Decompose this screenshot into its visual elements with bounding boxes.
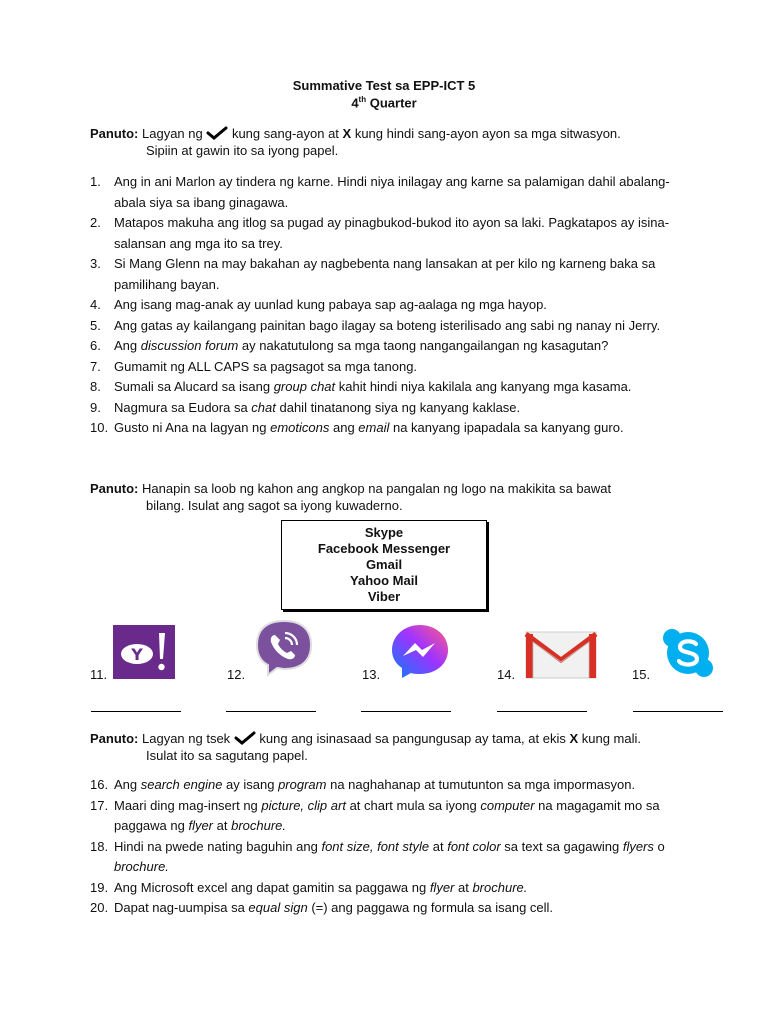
question-item — [90, 878, 690, 899]
question-number: 3. — [90, 256, 101, 271]
answer-blank[interactable] — [497, 711, 587, 712]
instruction-label: Panuto: — [90, 126, 139, 141]
instruction-text: Lagyan ng — [138, 126, 207, 141]
question-number: 1. — [90, 174, 101, 189]
question-text: at — [429, 838, 448, 854]
question-text: ay isang — [222, 777, 279, 792]
quarter-superscript: th — [358, 95, 367, 104]
question-text: Matapos makuha ang itlog sa pugad ay pinagbukod-bukod ito ayon sa laki. Pagkatapos ay isina-salansan ang mga ito sa trey. — [114, 215, 670, 251]
question-text: Hindi na pwede nating baguhin ang — [114, 838, 322, 854]
question-text: computer — [480, 797, 535, 813]
yahoo-icon — [113, 625, 175, 679]
question-text: Ang in ani Marlon ay tindera ng karne. Hindi niya inilagay ang karne sa palamigan dahil abalang-abala siya sa ibang ginagawa. — [114, 174, 670, 210]
question-text: Ang — [114, 338, 141, 353]
instruction-text: Lagyan ng tsek — [138, 731, 234, 746]
choice-item: Yahoo Mail — [350, 573, 418, 588]
question-text: emoticons — [270, 420, 330, 435]
question-text: brochure. — [114, 859, 169, 874]
quarter-number: 4 — [351, 95, 359, 111]
instruction-text: kung sang-ayon at — [228, 126, 343, 141]
question-text: Maari ding mag-insert ng — [114, 797, 262, 813]
choice-item: Viber — [367, 589, 401, 604]
question-text: flyer — [188, 818, 214, 833]
question-text: Ang gatas ay kailangang painitan bago ilagay sa boteng isterilisado ang sabi ng nanay ni Jerry. — [114, 317, 661, 333]
question-number: 19. — [90, 879, 109, 895]
question-text: o — [653, 838, 665, 854]
question-text: group chat — [273, 379, 336, 394]
question-number: 6. — [90, 338, 101, 353]
question-text: na magagamit mo sa paggawa ng — [114, 797, 660, 833]
instruction-label: Panuto: — [90, 731, 139, 746]
instruction-1 — [90, 125, 710, 159]
question-text: Si Mang Glenn na may bakahan ay nagbebenta nang lansakan at per kilo ng karneng baka sa pamilihang bayan. — [114, 256, 656, 292]
question-text: email — [358, 420, 390, 435]
question-text: chat — [251, 399, 276, 415]
instruction-line2: bilang. Isulat ang sagot sa iyong kuwaderno. — [146, 498, 403, 513]
question-item — [90, 213, 690, 254]
question-text: Gumamit ng ALL CAPS sa pagsagot sa mga tanong. — [114, 358, 418, 374]
viber-icon — [252, 618, 316, 678]
checkmark-icon — [234, 731, 256, 745]
question-text: font color — [447, 838, 501, 854]
choice-item: Gmail — [365, 557, 403, 572]
choice-item: Skype — [364, 525, 404, 540]
question-number: 5. — [90, 317, 101, 333]
question-item — [90, 775, 690, 796]
question-text: at — [213, 818, 232, 833]
question-item — [90, 172, 690, 213]
question-text: sa text sa gagawing — [500, 838, 623, 854]
question-item — [90, 336, 690, 357]
question-text: (=) ang paggawa ng formula sa isang cell. — [307, 900, 554, 915]
question-list-3 — [90, 775, 690, 919]
question-text: Gusto ni Ana na lagyan ng — [114, 420, 271, 435]
question-number: 7. — [90, 358, 101, 374]
question-text: ang — [329, 420, 359, 435]
messenger-icon — [389, 622, 451, 680]
question-text: search engine — [140, 777, 223, 792]
instruction-label: Panuto: — [90, 481, 139, 496]
question-text: flyers — [622, 838, 654, 854]
question-text: program — [278, 777, 327, 792]
instruction-text: Hanapin sa loob ng kahon ang angkop na pangalan ng logo na makikita sa bawat — [138, 481, 612, 496]
question-number: 9. — [90, 399, 101, 415]
question-text: Dapat nag-uumpisa sa — [114, 900, 249, 915]
question-item — [90, 357, 690, 378]
question-text: brochure. — [472, 879, 528, 895]
x-mark: X — [569, 731, 579, 746]
question-number: 20. — [90, 900, 109, 915]
question-number: 2. — [90, 215, 101, 230]
item-number: 12. — [227, 667, 246, 682]
question-item — [90, 418, 690, 439]
question-text: brochure. — [231, 818, 287, 833]
instruction-line2: Isulat ito sa sagutang papel. — [146, 748, 308, 763]
question-item — [90, 295, 690, 316]
question-text: dahil tinatanong siya ng kanyang kaklase. — [275, 399, 521, 415]
question-item — [90, 398, 690, 419]
instruction-line2: Sipiin at gawin ito sa iyong papel. — [146, 143, 339, 158]
question-text: ay nakatutulong sa mga taong nangangailangan ng kasagutan? — [238, 338, 609, 353]
question-item — [90, 837, 690, 878]
page-title: Summative Test sa EPP-ICT 5 — [292, 78, 476, 93]
question-text: at chart mula sa iyong — [345, 797, 481, 813]
item-number: 11. — [90, 667, 108, 682]
choice-item: Facebook Messenger — [317, 541, 451, 556]
question-number: 10. — [90, 420, 109, 435]
instruction-text: kung mali. — [578, 731, 642, 746]
answer-blank[interactable] — [226, 711, 316, 712]
question-text: Sumali sa Alucard sa isang — [114, 379, 274, 394]
question-text: picture, clip art — [261, 797, 346, 813]
question-text: na naghahanap at tumutunton sa mga impormasyon. — [326, 777, 636, 792]
skype-icon — [660, 628, 716, 678]
question-number: 17. — [90, 797, 109, 813]
question-list-1 — [90, 172, 690, 439]
question-text: Ang Microsoft excel ang dapat gamitin sa paggawa ng — [114, 879, 430, 895]
instruction-text: kung ang isinasaad sa pangungusap ay tama, at ekis — [255, 731, 570, 746]
question-text: equal sign — [248, 900, 308, 915]
item-number: 15. — [632, 667, 651, 682]
answer-blank[interactable] — [361, 711, 451, 712]
question-item — [90, 898, 690, 919]
checkmark-icon — [206, 126, 228, 140]
item-number: 14. — [497, 667, 516, 682]
question-text: Ang isang mag-anak ay uunlad kung pabaya sap ag-aalaga ng mga hayop. — [114, 297, 547, 312]
question-text: kahit hindi niya kakilala ang kanyang mga kasama. — [335, 379, 632, 394]
item-number: 13. — [362, 667, 381, 682]
x-mark: X — [342, 126, 352, 141]
question-item — [90, 316, 690, 337]
question-text: at — [454, 879, 473, 895]
question-number: 8. — [90, 379, 101, 394]
question-item — [90, 377, 690, 398]
quarter-word: Quarter — [366, 95, 417, 111]
answer-blank[interactable] — [91, 711, 181, 712]
quarter-subtitle — [0, 95, 768, 110]
question-item — [90, 254, 690, 295]
gmail-icon — [524, 630, 598, 680]
answer-choices-box — [281, 520, 487, 610]
question-text: Nagmura sa Eudora sa — [114, 399, 252, 415]
question-number: 18. — [90, 838, 109, 854]
instruction-2 — [90, 480, 710, 514]
question-text: na kanyang ipapadala sa kanyang guro. — [389, 420, 624, 435]
question-text: discussion forum — [140, 338, 239, 353]
question-text: Ang — [114, 777, 141, 792]
instruction-text: kung hindi sang-ayon ayon sa mga sitwasyon. — [351, 126, 621, 141]
question-number: 4. — [90, 297, 101, 312]
question-text: font size, font style — [321, 838, 430, 854]
question-number: 16. — [90, 777, 109, 792]
question-text: flyer — [429, 879, 455, 895]
svg-text:Y: Y — [131, 645, 143, 664]
answer-blank[interactable] — [633, 711, 723, 712]
question-item — [90, 796, 690, 837]
instruction-3 — [90, 730, 710, 764]
